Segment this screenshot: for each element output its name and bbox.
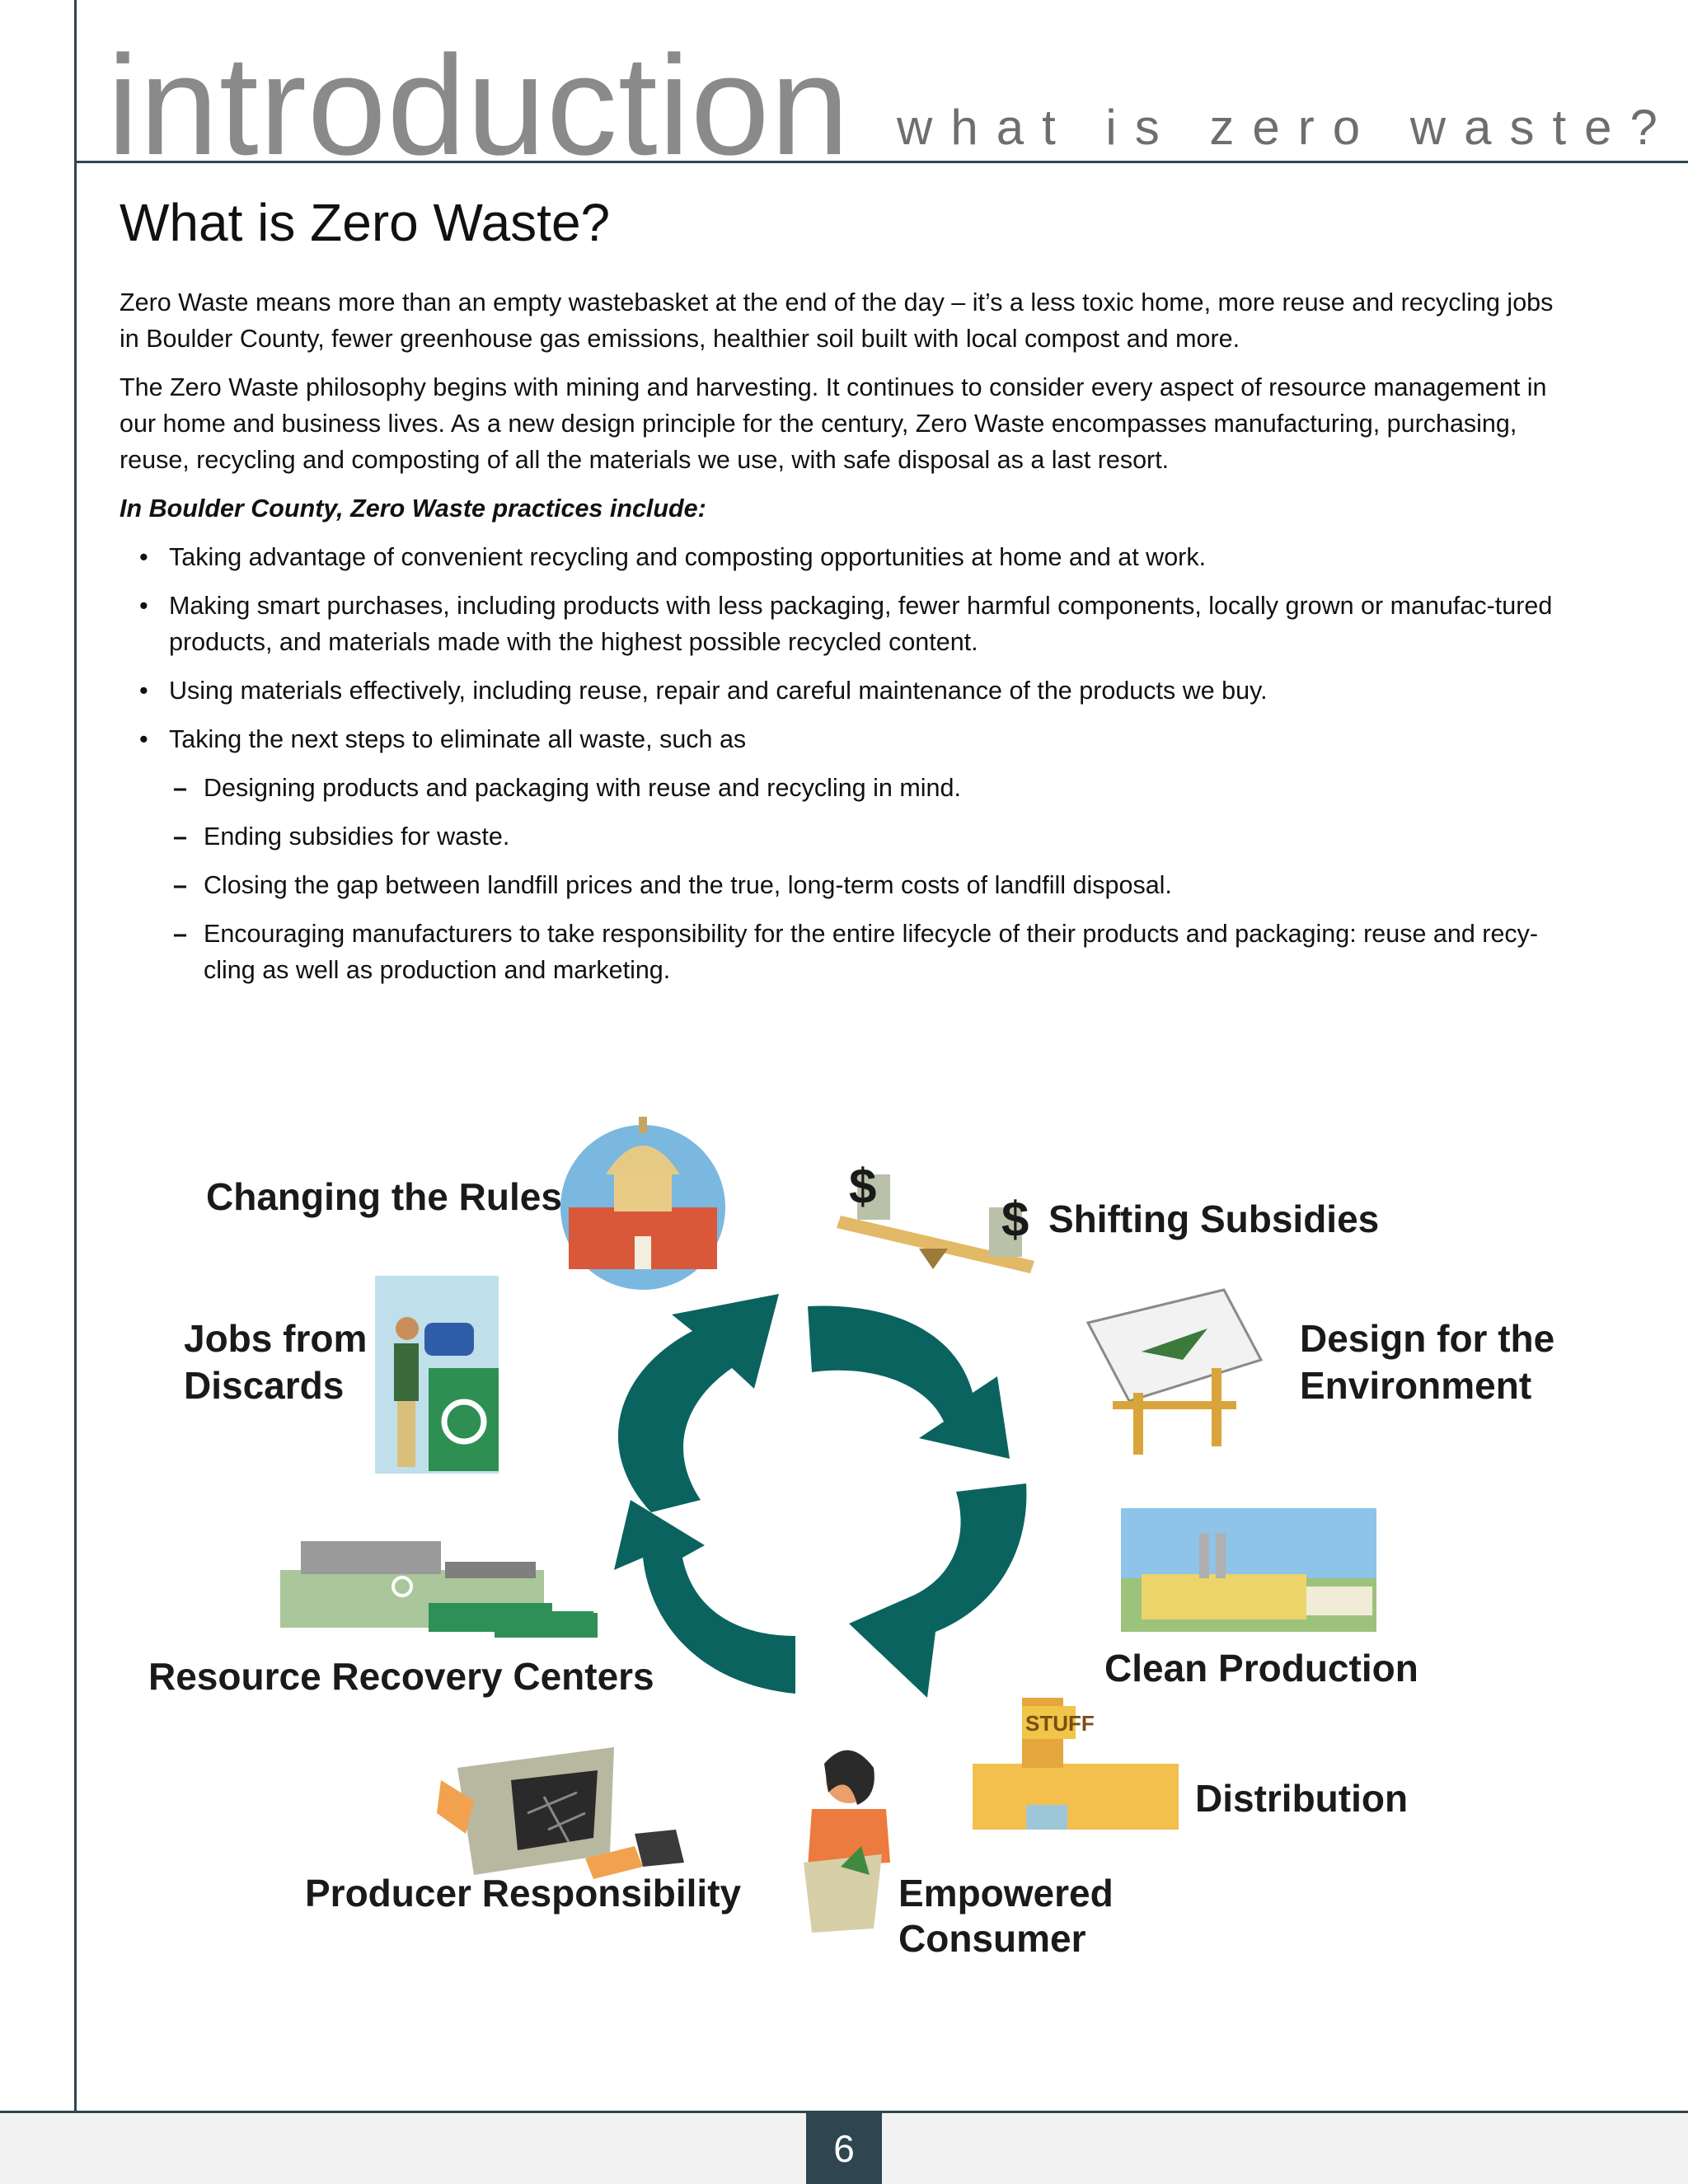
label-resource-recovery-centers: Resource Recovery Centers xyxy=(148,1655,654,1698)
label-producer-responsibility: Producer Responsibility xyxy=(305,1872,742,1915)
sub-list-item: – Designing products and packaging with reuse and recycling in mind. xyxy=(120,770,1562,806)
worker-recycling-bin-icon xyxy=(375,1276,499,1474)
seesaw-money-icon xyxy=(837,1159,1034,1273)
label-changing-the-rules: Changing the Rules xyxy=(206,1175,562,1218)
list-lead: In Boulder County, Zero Waste practices include: xyxy=(120,494,706,523)
factory-icon xyxy=(1121,1508,1376,1632)
list-item: • Using materials effectively, including reuse, repair and careful maintenance of the products we buy. xyxy=(120,673,1562,709)
sub-list-item: – Closing the gap between landfill prices and the true, long-term costs of landfill disposal. xyxy=(120,867,1562,903)
label-empowered-consumer-line1: Empowered xyxy=(898,1872,1114,1915)
page-heading: What is Zero Waste? xyxy=(120,193,611,252)
arrow-top-right xyxy=(808,1306,1010,1459)
store-icon xyxy=(973,1698,1179,1830)
label-empowered-consumer-line2: Consumer xyxy=(898,1917,1086,1960)
list-item: • Taking the next steps to eliminate all waste, such as xyxy=(120,721,1562,757)
arrow-top-left xyxy=(618,1294,779,1512)
drafting-table-icon xyxy=(1088,1290,1261,1455)
label-design-environment-line2: Environment xyxy=(1300,1364,1532,1407)
label-shifting-subsidies: Shifting Subsidies xyxy=(1048,1197,1380,1240)
label-clean-production: Clean Production xyxy=(1104,1647,1418,1690)
arrow-bottom-right xyxy=(849,1483,1026,1698)
sub-list-item: – Encouraging manufacturers to take responsibility for the entire lifecycle of their products and packaging: reuse and recy-cling as well as production and marketing. xyxy=(120,916,1562,988)
store-sign-text: STUFF xyxy=(1025,1711,1095,1736)
paragraph-1: Zero Waste means more than an empty wastebasket at the end of the day – it’s a less toxic home, more reuse and recycling jobs in Boulder County, fewer greenhouse gas emissions, healthier soil built with local compost and more. xyxy=(120,288,1554,353)
broken-monitor-icon xyxy=(437,1747,684,1879)
label-distribution: Distribution xyxy=(1195,1777,1409,1820)
section-title: introduction xyxy=(107,26,851,185)
paragraph-2: The Zero Waste philosophy begins with mining and harvesting. It continues to consider every aspect of resource management in our home and business lives. As a new design principle for the century, Zero Waste encompasses manufacturing, purchasing, reuse, recycling and composting of all the materials we use, with safe disposal as a last resort. xyxy=(120,373,1547,474)
shopper-icon xyxy=(804,1750,890,1933)
label-jobs-from-discards-line1: Jobs from xyxy=(184,1317,368,1360)
capitol-building-icon xyxy=(560,1117,725,1290)
dollar-sign-left: $ xyxy=(849,1159,877,1214)
cycle-arrows xyxy=(614,1294,1026,1698)
label-design-environment-line1: Design for the xyxy=(1300,1317,1555,1360)
recovery-center-icon xyxy=(280,1541,598,1638)
dollar-sign-right: $ xyxy=(1001,1192,1029,1247)
label-jobs-from-discards-line2: Discards xyxy=(184,1364,345,1407)
page-number: 6 xyxy=(806,2113,882,2184)
section-subtitle: what is zero waste? xyxy=(897,100,1676,155)
list-item: • Taking advantage of convenient recycling and composting opportunities at home and at work. xyxy=(120,539,1562,575)
list-item: • Making smart purchases, including products with less packaging, fewer harmful components, locally grown or manufac-tured products, and materials made with the highest possible recycled content. xyxy=(120,588,1562,660)
sub-list-item: – Ending subsidies for waste. xyxy=(120,818,1562,855)
